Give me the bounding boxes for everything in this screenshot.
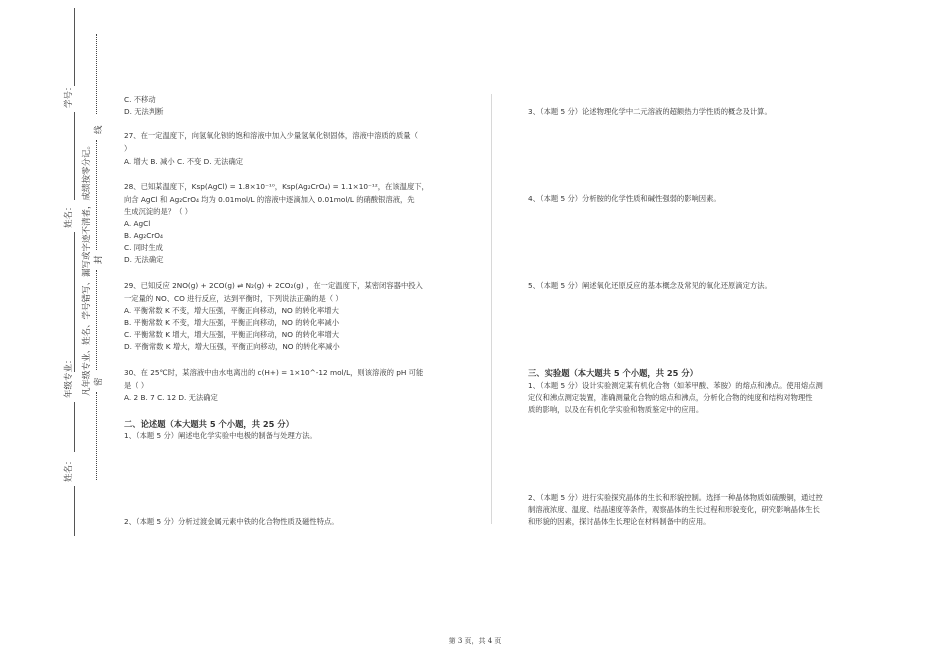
section-2-title: 二、论述题（本大题共 5 个小题，共 25 分） <box>124 419 294 429</box>
cut-line-3 <box>96 270 97 370</box>
cut-word-mi: 密 <box>94 377 104 386</box>
q29-stem-2: 一定量的 NO、CO 进行反应，达到平衡时，下列说法正确的是（ ） <box>124 294 343 303</box>
lab-q1-line2: 定仪和沸点测定装置，准确测量化合物的熔点和沸点，分析化合物的纯度和结构对物理性 <box>528 393 813 402</box>
q27-options: A. 增大 B. 减小 C. 不变 D. 无法确定 <box>124 157 244 166</box>
essay-q5: 5、（本题 5 分）阐述氧化还原反应的基本概念及常见的氧化还原滴定方法。 <box>528 281 772 290</box>
q26-option-d: D. 无法判断 <box>124 107 164 116</box>
q29-option-d: D. 平衡常数 K 增大，增大压强，平衡正向移动，NO 的转化率减小 <box>124 342 340 351</box>
q29-option-c: C. 平衡常数 K 增大，增大压强，平衡正向移动，NO 的转化率增大 <box>124 330 340 339</box>
cut-line-2 <box>96 140 97 250</box>
q28-option-b: B. Ag₂CrO₄ <box>124 231 163 240</box>
q28-option-a: A. AgCl <box>124 219 151 228</box>
column-divider <box>491 94 492 524</box>
cut-line-1 <box>96 34 97 114</box>
q30-stem: 30、在 25℃时，某溶液中由水电离出的 c(H+) = 1×10^-12 mol/L，则该溶液的 pH 可能 <box>124 368 424 377</box>
q29-stem: 29、已知反应 2NO(g) + 2CO(g) ⇌ N₂(g) + 2CO₂(g) ，在一定温度下，某密闭容器中投入 <box>124 281 423 290</box>
q28-stem: 28、已知某温度下，Ksp(AgCl) = 1.8×10⁻¹⁰，Ksp(Ag₂CrO₄) = 1.1×10⁻¹²，在该温度下， <box>124 182 429 191</box>
q27-stem: 27、在一定温度下，向氢氧化钡的饱和溶液中加入少量氢氧化钡固体，溶液中溶质的质量（ <box>124 131 418 140</box>
q30-options: A. 2 B. 7 C. 12 D. 无法确定 <box>124 393 218 402</box>
name-label: 姓名： <box>64 202 74 228</box>
lab-q1-line3: 质的影响，以及在有机化学实验和物质鉴定中的应用。 <box>528 405 704 414</box>
lab-q2-line2: 制溶液浓度、温度、结晶速度等条件，观察晶体的生长过程和形貌变化，研究影响晶体生长 <box>528 505 820 514</box>
q30-stem-2: 是（ ） <box>124 381 149 390</box>
essay-q1: 1、（本题 5 分）阐述电化学实验中电极的制备与处理方法。 <box>124 431 317 440</box>
lab-q2-line1: 2、（本题 5 分）进行实验探究晶体的生长和形貌控制。选择一种晶体物质如硫酸铜，通过控 <box>528 493 823 502</box>
xuehao-line <box>74 112 75 200</box>
section-3-title: 三、实验题（本大题共 5 个小题，共 25 分） <box>528 368 698 378</box>
q28-option-c: C. 同时生成 <box>124 243 163 252</box>
school-label: 姓名： <box>64 456 74 482</box>
cut-line-4 <box>96 392 97 480</box>
grade-line <box>74 402 75 452</box>
cut-word-feng: 封 <box>94 255 104 264</box>
lab-q1-line1: 1、（本题 5 分）设计实验测定某有机化合物（如苯甲酸、苯胺）的熔点和沸点。使用熔点测 <box>528 381 823 390</box>
school-line <box>74 486 75 536</box>
q29-option-a: A. 平衡常数 K 不变，增大压强，平衡正向移动，NO 的转化率增大 <box>124 306 339 315</box>
lab-q2-line3: 和形貌的因素，探讨晶体生长理论在材料制备中的应用。 <box>528 517 711 526</box>
warning-text: 凡年级专业、姓名、学号错写、漏写或字迹不清者，成绩按零分记。 <box>82 140 92 396</box>
q26-option-c: C. 不移动 <box>124 95 156 104</box>
essay-q3: 3、（本题 5 分）论述物理化学中二元溶液的超额热力学性质的概念及计算。 <box>528 107 772 116</box>
q27-stem-cont: ） <box>124 144 132 153</box>
q29-option-b: B. 平衡常数 K 不变，增大压强，平衡正向移动，NO 的转化率减小 <box>124 318 340 327</box>
q28-option-d: D. 无法确定 <box>124 255 164 264</box>
margin-line-top <box>74 8 75 86</box>
essay-q4: 4、（本题 5 分）分析胺的化学性质和碱性强弱的影响因素。 <box>528 194 721 203</box>
q28-stem-2: 向含 AgCl 和 Ag₂CrO₄ 均为 0.01mol/L 的溶液中逐滴加入 0.01mol/L 的硝酸银溶液，先 <box>124 195 415 204</box>
q28-stem-3: 生成沉淀的是？（ ） <box>124 207 192 216</box>
cut-word-xian: 线 <box>94 125 104 134</box>
grade-label: 年级专业： <box>64 355 74 398</box>
xuehao-label: 学号： <box>64 82 74 108</box>
name-line <box>74 232 75 372</box>
essay-q2: 2、（本题 5 分）分析过渡金属元素中铁的化合物性质及磁性特点。 <box>124 517 339 526</box>
page-footer: 第 3 页，共 4 页 <box>448 637 502 645</box>
